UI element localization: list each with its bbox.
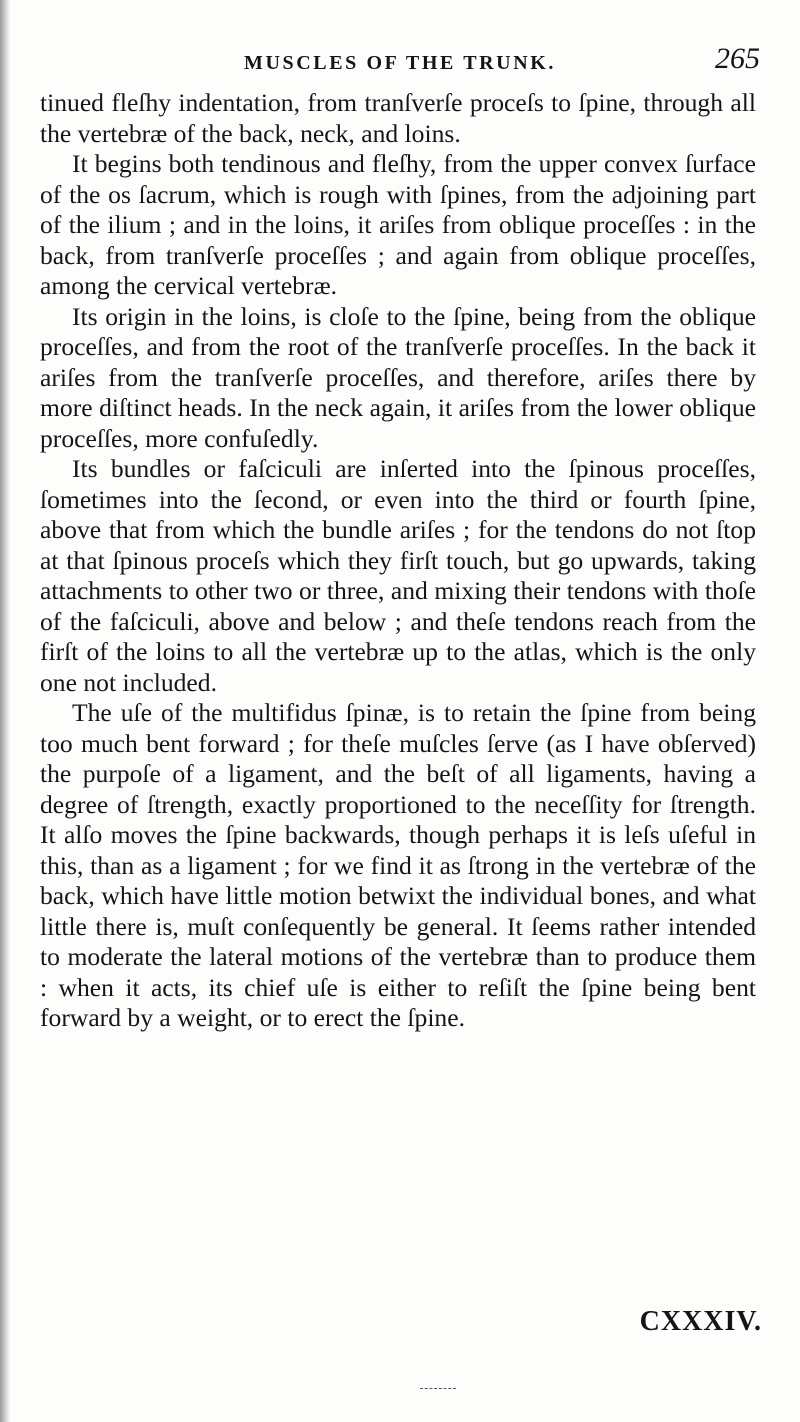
- paragraph: Its origin in the loins, is cloſe to the ſpine, being from the oblique proceſſes, and from the root of the tranſverſe proceſſes. In the back it ariſes from the tranſverſe proceſſes, and therefore, ariſes there by more diſtinct heads. In the neck again, it ariſes from the lower oblique proceſſes, more confuſedly.: [40, 301, 756, 453]
- body-text: [40, 88, 756, 1034]
- paragraph: Its bundles or faſciculi are inſerted into the ſpinous proceſſes, ſometimes into the ſecond, or even into the third or fourth ſpine, above that from which the bundle ariſes ; for the tendons do not ſtop at that ſpinous proceſs which they firſt touch, but go upwards, taking attachments to other two or three, and mixing their tendons with thoſe of the faſciculi, above and below ; and theſe tendons reach from the firſt of the loins to all the vertebræ up to the atlas, which is the only one not included.: [40, 454, 756, 697]
- paragraph: It begins both tendinous and fleſhy, from the upper convex ſurface of the os ſacrum, which is rough with ſpines, from the adjoining part of the ilium ; and in the loins, it ariſes from oblique proceſſes : in the back, from tranſverſe proceſſes ; and again from oblique proceſſes, among the cervical vertebræ.: [40, 149, 756, 300]
- catchword: CXXXIV.: [639, 1306, 762, 1337]
- page-number: 265: [715, 42, 760, 75]
- running-head: MUSCLES OF THE TRUNK.: [243, 52, 557, 74]
- paragraph: The uſe of the multifidus ſpinæ, is to retain the ſpine from being too much bent forward ; for theſe muſcles ſerve (as I have obſerved) the purpoſe of a ligament, and the beſt of all ligaments, having a degree of ſtrength, exactly proportioned to the neceſſity for ſtrength. It alſo moves the ſpine backwards, though perhaps it is leſs uſeful in this, than as a ligament ; for we find it as ſtrong in the vertebræ of the back, which have little motion betwixt the individual bones, and what little there is, muſt conſequently be general. It ſeems rather intended to moderate the lateral motions of the vertebræ than to produce them : when it acts, its chief uſe is either to reſiſt the ſpine being bent forward by a weight, or to erect the ſpine.: [40, 698, 756, 1032]
- gutter-shadow: [0, 0, 10, 1422]
- page-header: [40, 42, 760, 82]
- bleed-through-mark: [420, 1388, 456, 1390]
- paragraph: tinued fleſhy indentation, from tranſverſe proceſs to ſpine, through all the vertebræ of the back, neck, and loins.: [40, 88, 756, 148]
